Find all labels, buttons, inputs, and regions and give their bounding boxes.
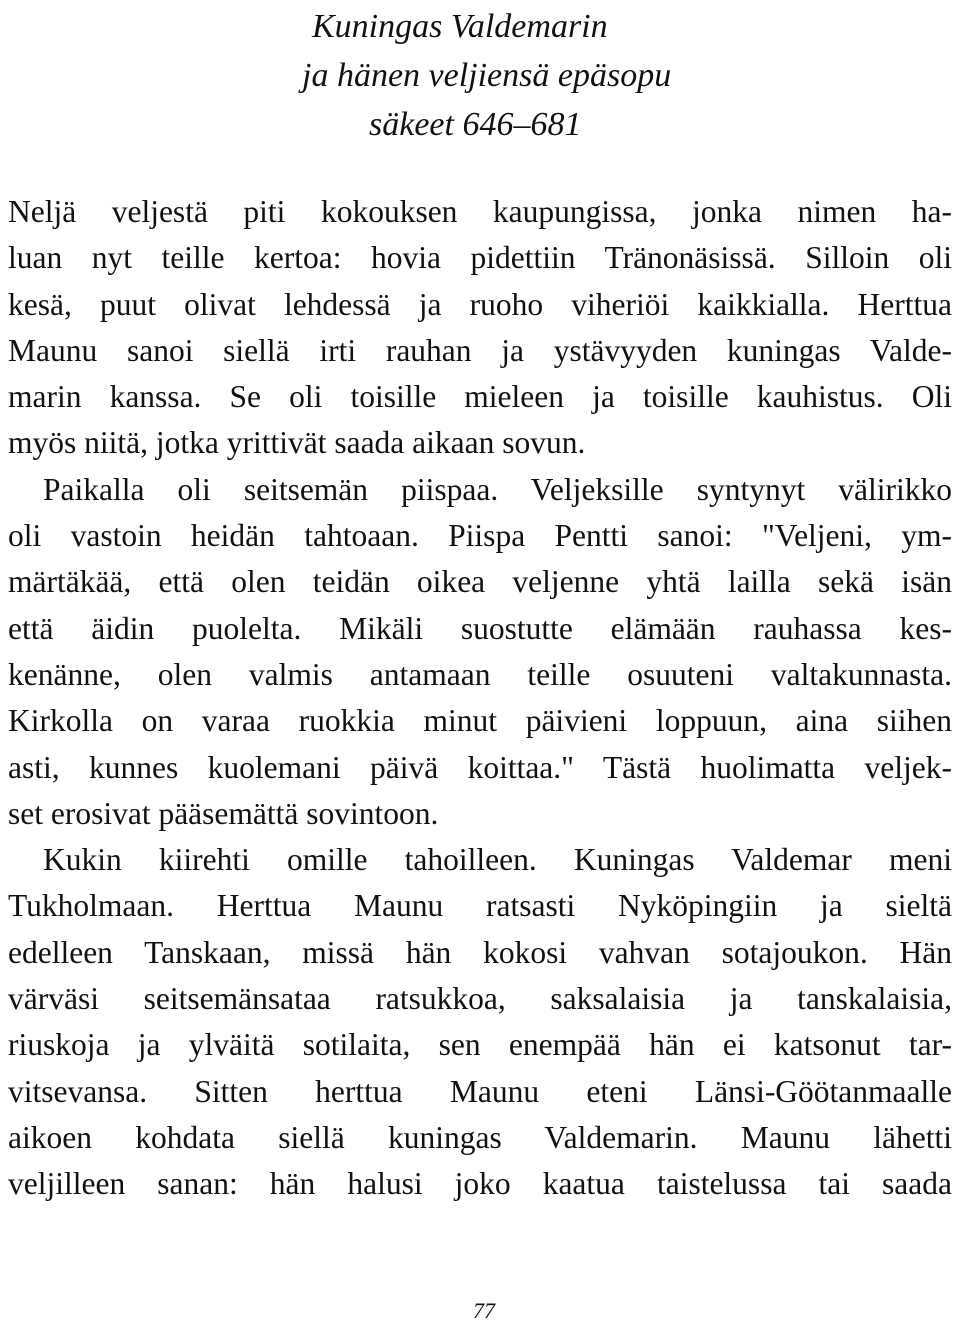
text-line: kesä, puut olivat lehdessä ja ruoho viheriöi kaikkialla. Herttua — [8, 286, 952, 322]
text-line: Kukin kiirehti omille tahoilleen. Kuningas Valdemar meni — [43, 842, 952, 878]
text-line: märtäkää, että olen teidän oikea veljenne yhtä lailla sekä isän — [8, 564, 952, 600]
heading-line-1: Kuningas Valdemarin — [312, 8, 608, 45]
text-line: edelleen Tanskaan, missä hän kokosi vahvan sotajoukon. Hän — [8, 934, 952, 970]
text-line: Kirkolla on varaa ruokkia minut päivieni loppuun, aina siihen — [8, 703, 952, 739]
text-line: värväsi seitsemänsataa ratsukkoa, saksalaisia ja tanskalaisia, — [8, 981, 952, 1017]
heading-line-2: ja hänen veljiensä epäsopu — [302, 57, 672, 94]
page-number: 77 — [473, 1298, 495, 1323]
text-line: Neljä veljestä piti kokouksen kaupungissa, jonka nimen ha- — [8, 194, 952, 229]
text-line: marin kanssa. Se oli toisille mieleen ja toisille kauhistus. Oli — [8, 379, 952, 415]
text-line: Paikalla oli seitsemän piispaa. Veljeksille syntynyt välirikko — [43, 471, 952, 507]
text-line: kenänne, olen valmis antamaan teille osuuteni valtakunnasta. — [8, 656, 952, 692]
body-text — [8, 189, 952, 1208]
text-line: myös niitä, jotka yrittivät saada aikaan sovun. — [8, 425, 586, 461]
text-line: luan nyt teille kertoa: hovia pidettiin Tränonäsissä. Silloin oli — [8, 240, 952, 276]
text-line: vitsevansa. Sitten herttua Maunu eteni Länsi-Göötanmaalle — [8, 1073, 952, 1109]
text-line: että äidin puolelta. Mikäli suostutte elämään rauhassa kes- — [8, 610, 952, 646]
chapter-heading — [262, 2, 782, 149]
text-line: asti, kunnes kuolemani päivä koittaa." Tästä huolimatta veljek- — [8, 749, 952, 785]
text-line: riuskoja ja ylväitä sotilaita, sen enempää hän ei katsonut tar- — [8, 1027, 952, 1063]
text-line: Tukholmaan. Herttua Maunu ratsasti Nyköpingiin ja sieltä — [8, 888, 952, 924]
text-line: oli vastoin heidän tahtoaan. Piispa Pentti sanoi: "Veljeni, ym- — [8, 518, 952, 554]
text-line: set erosivat pääsemättä sovintoon. — [8, 795, 439, 831]
heading-line-3: säkeet 646–681 — [369, 106, 582, 143]
text-line: veljilleen sanan: hän halusi joko kaatua taistelussa tai saada — [8, 1166, 952, 1202]
text-line: Maunu sanoi siellä irti rauhan ja ystävyyden kuningas Valde- — [8, 332, 952, 368]
text-line: aikoen kohdata siellä kuningas Valdemarin. Maunu lähetti — [8, 1119, 952, 1155]
